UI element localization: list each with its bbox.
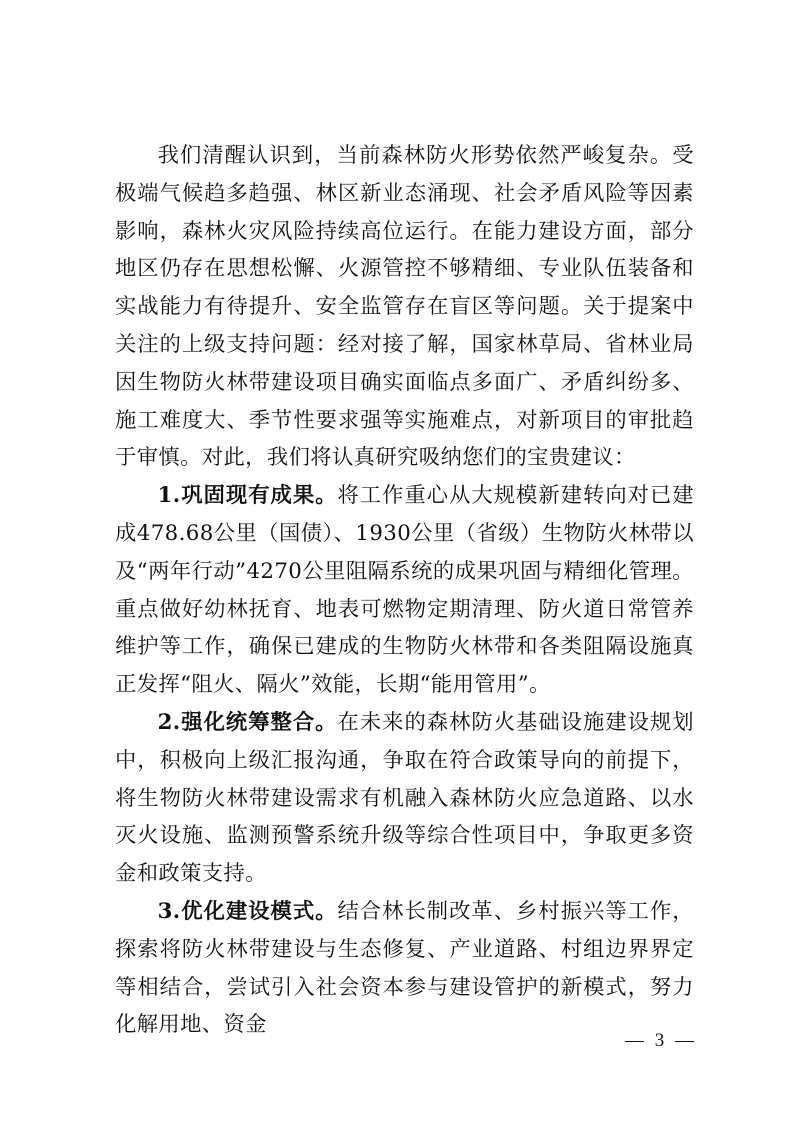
item-heading-2: 2.强化统筹整合。 [157,709,338,735]
item-body-3: 结合林长制改革、乡村振兴等工作，探索将防火林带建设与生态修复、产业道路、村组边界界定等相结合，尝试引入社会资本参与建设管护的新模式，努力化解用地、资金 [115,898,694,1038]
intro-paragraph: 我们清醒认识到，当前森林防火形势依然严峻复杂。受极端气候趋多趋强、林区新业态涌现、社会矛盾风险等因素影响，森林火灾风险持续高位运行。在能力建设方面，部分地区仍存在思想松懈、火源管控不够精细、专业队伍装备和实战能力有待提升、安全监管存在盲区等问题。关于提案中关注的上级支持问题：经对接了解，国家林草局、省林业局因生物防火林带建设项目确实面临点多面广、矛盾纠纷多、施工难度大、季节性要求强等实施难点，对新项目的审批趋于审慎。对此，我们将认真研究吸纳您们的宝贵建议： [115,143,694,471]
item-paragraph-3 [115,893,694,1044]
item-heading-3: 3.优化建设模式。 [157,898,338,924]
document-body [115,137,694,1044]
item-paragraph-1 [115,477,694,704]
item-body-1: 将工作重心从大规模新建转向对已建成478.68公里（国债）、1930公里（省级）生物防火林带以及“两年行动”4270公里阻隔系统的成果巩固与精细化管理。重点做好幼林抚育、地表可燃物定期清理、防火道日常管养维护等工作，确保已建成的生物防火林带和各类阻隔设施真正发挥“阻火、隔火”效能，长期“能用管用”。 [115,483,694,698]
item-paragraph-2 [115,704,694,893]
item-body-2: 在未来的森林防火基础设施建设规划中，积极向上级汇报沟通，争取在符合政策导向的前提下，将生物防火林带建设需求有机融入森林防火应急道路、以水灭火设施、监测预警系统升级等综合性项目中，争取更多资金和政策支持。 [115,709,694,887]
page-number: — 3 — [625,1030,697,1051]
item-heading-1: 1.巩固现有成果。 [157,483,338,509]
